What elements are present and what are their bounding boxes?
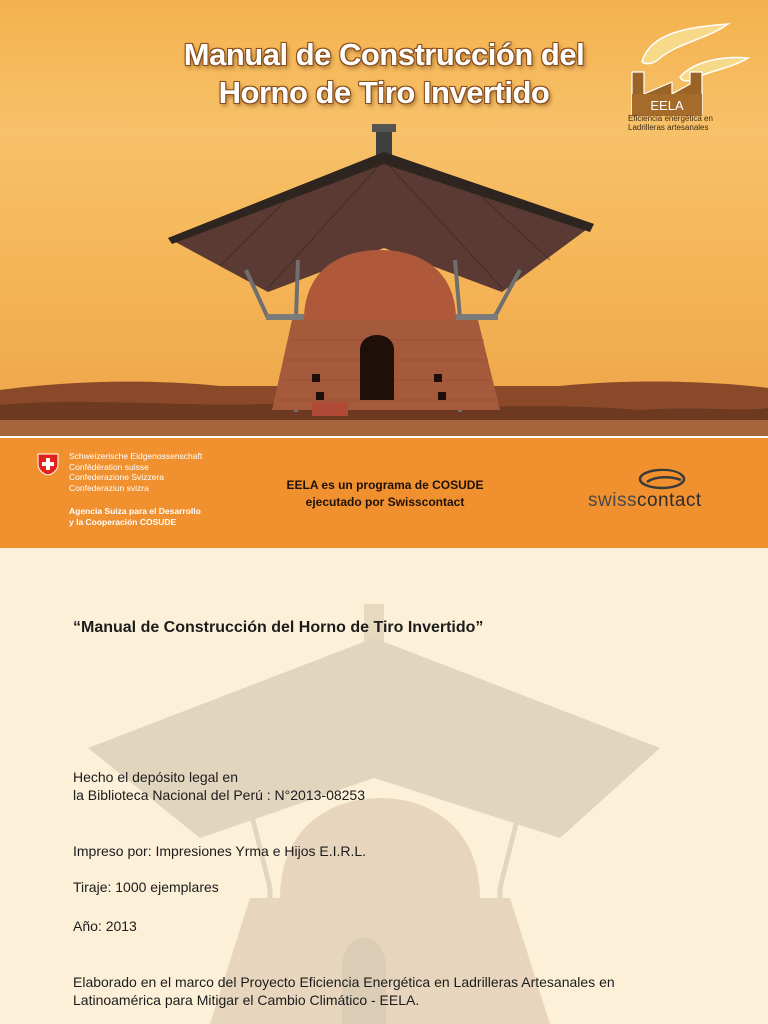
cover-title <box>120 36 648 112</box>
swiss-name-fr: Confédération suisse <box>69 461 149 472</box>
swisscontact-part1: swiss <box>588 490 637 511</box>
publication-year: Año: 2013 <box>73 918 137 934</box>
program-statement <box>250 477 520 511</box>
program-line2: ejecutado por Swisscontact <box>305 495 465 509</box>
credits-page <box>0 548 768 1024</box>
kiln-watermark <box>0 598 768 1024</box>
cover-title-line1: Manual de Construcción del <box>183 37 585 72</box>
cover-title-line2: Horno de Tiro Invertido <box>218 75 550 110</box>
swiss-cross-icon <box>36 452 60 476</box>
elaborated-line1: Elaborado en el marco del Proyecto Eficiencia Energética en Ladrilleras Artesanales en <box>73 974 615 990</box>
eela-subtitle-line2: Ladrilleras artesanales <box>628 123 709 132</box>
printed-by: Impreso por: Impresiones Yrma e Hijos E.I.R.L. <box>73 843 367 859</box>
swiss-name-de: Schweizerische Eidgenossenschaft <box>69 451 203 461</box>
swisscontact-logo <box>588 490 702 512</box>
cover <box>0 0 768 436</box>
legal-deposit <box>73 768 365 804</box>
cosude-agency <box>69 506 201 528</box>
agency-line1: Agencia Suiza para el Desarrollo <box>69 506 201 516</box>
elaborated-line2: Latinoamérica para Mitigar el Cambio Climático - EELA. <box>73 992 420 1008</box>
swisscontact-logo-icon <box>637 468 687 490</box>
agency-line2: y la Cooperación COSUDE <box>69 517 177 527</box>
program-line1: EELA es un programa de COSUDE <box>286 478 484 492</box>
deposit-line1: Hecho el depósito legal en <box>73 769 239 785</box>
manual-title: “Manual de Construcción del Horno de Tiro Invertido” <box>73 619 484 636</box>
swisscontact-part2: contact <box>636 490 702 511</box>
elaborated-note <box>73 973 615 1009</box>
kiln-photo <box>0 120 768 436</box>
sponsor-banner <box>0 436 768 548</box>
eela-logo-text: EELA <box>650 98 684 113</box>
print-run: Tiraje: 1000 ejemplares <box>73 879 219 895</box>
deposit-line2: la Biblioteca Nacional del Perú : N°2013-08253 <box>73 787 366 803</box>
eela-subtitle-line1: Eficiencia energética en <box>628 114 713 123</box>
swiss-confederation-names <box>69 451 202 493</box>
swiss-name-rm: Confederaziun svizra <box>69 482 149 493</box>
swiss-name-it: Confederazione Svizzera <box>69 472 164 482</box>
